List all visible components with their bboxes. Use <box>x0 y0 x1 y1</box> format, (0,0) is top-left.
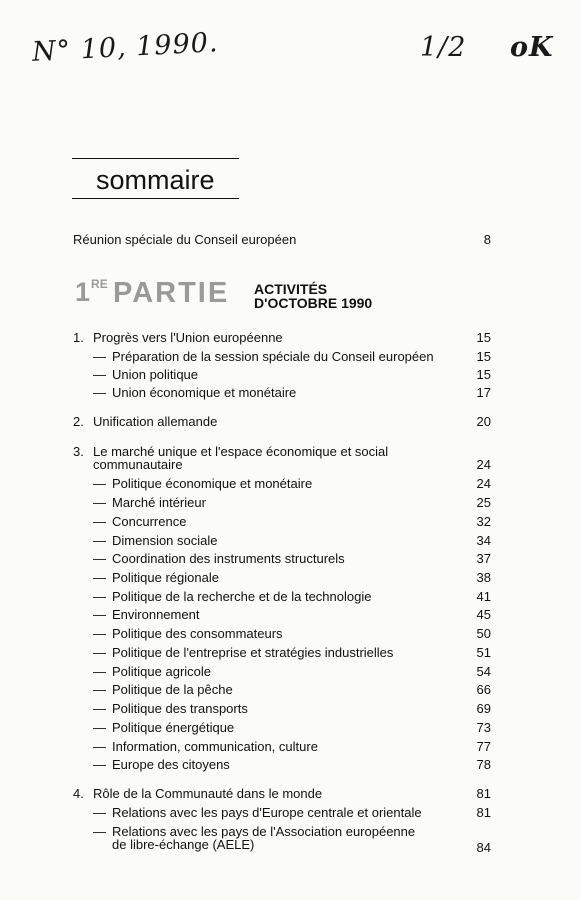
toc-item-text: Union politique <box>112 367 199 382</box>
toc-item-text: Europe des citoyens <box>112 757 230 772</box>
dash-bullet: — <box>93 739 106 754</box>
toc-item-page: 81 <box>476 805 491 820</box>
toc-item-page: 84 <box>476 840 491 855</box>
section-title: Rôle de la Communauté dans le monde <box>93 786 323 801</box>
section-title-line2: communautaire <box>93 457 183 472</box>
toc-item-page: 41 <box>476 589 491 604</box>
toc-item-text: Politique agricole <box>112 664 212 679</box>
partie-word: PARTIE <box>113 277 230 309</box>
toc-item-page: 51 <box>476 645 491 660</box>
toc-item-text: Politique régionale <box>112 570 219 585</box>
dash-bullet: — <box>93 385 106 400</box>
toc-item-page: 77 <box>476 739 491 754</box>
toc-item-page: 25 <box>476 495 491 510</box>
section-number: 2. <box>73 414 84 429</box>
toc-item-text: Union économique et monétaire <box>112 385 297 400</box>
section-title-line1: Le marché unique et l'espace économique et social <box>93 444 389 459</box>
toc-item-page: 50 <box>476 626 491 641</box>
toc-item-text: Dimension sociale <box>112 533 218 548</box>
dash-bullet: — <box>93 720 106 735</box>
section-number: 1. <box>73 330 84 345</box>
toc-item-page: 34 <box>476 533 491 548</box>
toc-item-text: Préparation de la session spéciale du Conseil européen <box>112 349 434 364</box>
dash-bullet: — <box>93 551 106 566</box>
toc-item-text: Politique de la recherche et de la technologie <box>112 589 372 604</box>
toc-item-text: Politique économique et monétaire <box>112 476 313 491</box>
toc-item-page: 17 <box>476 385 491 400</box>
handwritten-issue-number: N° 10, 1990. <box>31 27 220 68</box>
toc-item-text: Environnement <box>112 607 200 622</box>
toc-item-page: 73 <box>476 720 491 735</box>
dash-bullet: — <box>93 626 106 641</box>
toc-item-page: 78 <box>476 757 491 772</box>
title-rule-bottom <box>72 198 239 199</box>
toc-item-page: 69 <box>476 701 491 716</box>
partie-heading-line1: ACTIVITÉS <box>254 281 328 297</box>
section-page: 20 <box>476 414 491 429</box>
toc-item-text: Information, communication, culture <box>112 739 318 754</box>
toc-item-page: 45 <box>476 607 491 622</box>
intro-entry-text: Réunion spéciale du Conseil européen <box>73 232 297 247</box>
dash-bullet: — <box>93 701 106 716</box>
partie-heading-line2: D'OCTOBRE 1990 <box>254 295 373 311</box>
toc-item-page: 32 <box>476 514 491 529</box>
partie-number: 1RE <box>75 277 108 307</box>
dash-bullet: — <box>93 533 106 548</box>
toc-item-text: Marché intérieur <box>112 495 206 510</box>
dash-bullet: — <box>93 589 106 604</box>
section-page: 81 <box>476 786 491 801</box>
dash-bullet: — <box>93 682 106 697</box>
toc-item-text-line2: de libre-échange (AELE) <box>112 837 255 852</box>
intro-entry-page: 8 <box>483 232 491 247</box>
dash-bullet: — <box>93 757 106 772</box>
toc-item-page: 37 <box>476 551 491 566</box>
title-rule-top <box>72 158 239 159</box>
dash-bullet: — <box>93 349 106 364</box>
dash-bullet: — <box>93 367 106 382</box>
toc-item-page: 15 <box>476 349 491 364</box>
toc-item-text: Relations avec les pays d'Europe centrale et orientale <box>112 805 422 820</box>
section-page: 15 <box>476 330 491 345</box>
toc-item-page: 24 <box>476 476 491 491</box>
toc-item-text: Politique des transports <box>112 701 248 716</box>
page-title: sommaire <box>96 165 215 195</box>
dash-bullet: — <box>93 824 106 839</box>
section-title: Unification allemande <box>93 414 218 429</box>
section-page: 24 <box>476 457 491 472</box>
dash-bullet: — <box>93 514 106 529</box>
handwritten-page-fraction: 1/2 <box>420 32 467 63</box>
toc-item-text: Coordination des instruments structurels <box>112 551 345 566</box>
dash-bullet: — <box>93 664 106 679</box>
section-title: Progrès vers l'Union européenne <box>93 330 283 345</box>
dash-bullet: — <box>93 607 106 622</box>
toc-item-text: Politique énergétique <box>112 720 235 735</box>
toc-item-page: 15 <box>476 367 491 382</box>
dash-bullet: — <box>93 495 106 510</box>
dash-bullet: — <box>93 476 106 491</box>
toc-item-text: Politique des consommateurs <box>112 626 283 641</box>
handwritten-ok-mark: oK <box>510 32 554 63</box>
toc-item-page: 54 <box>476 664 491 679</box>
section-number: 4. <box>73 786 84 801</box>
dash-bullet: — <box>93 645 106 660</box>
toc-item-text: Politique de la pêche <box>112 682 233 697</box>
toc-item-page: 66 <box>476 682 491 697</box>
toc-item-page: 38 <box>476 570 491 585</box>
toc-item-text: Politique de l'entreprise et stratégies industrielles <box>112 645 394 660</box>
dash-bullet: — <box>93 805 106 820</box>
section-number: 3. <box>73 444 84 459</box>
toc-item-text-line1: Relations avec les pays de l'Association européenne <box>112 824 416 839</box>
dash-bullet: — <box>93 570 106 585</box>
toc-item-text: Concurrence <box>112 514 187 529</box>
